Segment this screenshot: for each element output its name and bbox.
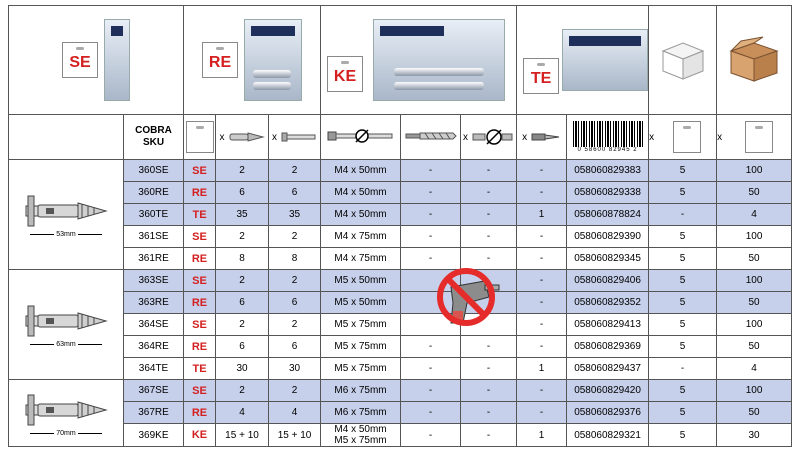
drill-bit-cell: -: [401, 358, 461, 380]
ke-pack-tag: KE: [327, 56, 363, 92]
pack-code-cell: RE: [184, 402, 216, 424]
screw-diameter-icon: [326, 126, 396, 146]
dimension-label: 63mm: [56, 341, 76, 348]
drill-bit-cell: -: [401, 182, 461, 204]
header-row: [9, 115, 792, 160]
sku-cell: 364RE: [124, 336, 184, 358]
table-row: [9, 160, 792, 182]
inner-qty-cell: 5: [649, 402, 717, 424]
pack-code-cell: RE: [184, 336, 216, 358]
dimension-label: 70mm: [56, 429, 76, 437]
header-sku: COBRA SKU: [124, 115, 184, 160]
pack-cell-se: [9, 6, 184, 115]
driver-bit-cell: -: [517, 182, 567, 204]
hole-saw-cell: -: [461, 204, 517, 226]
hole-saw-cell: -: [461, 380, 517, 402]
table-row: [9, 424, 792, 447]
drill-bit-icon: [405, 130, 457, 142]
toggle-anchor-diagram-icon: [16, 301, 116, 341]
inner-qty-cell: 5: [649, 270, 717, 292]
table-row: [9, 226, 792, 248]
inner-qty-cell: 5: [649, 336, 717, 358]
pack-code-cell: KE: [184, 424, 216, 447]
drill-bit-cell: -: [401, 204, 461, 226]
anchor-qty-cell: 30: [216, 358, 269, 380]
driver-bit-cell: 1: [517, 204, 567, 226]
screw-size-cell: M4 x 75mm: [321, 248, 401, 270]
table-row: [9, 292, 792, 314]
sku-cell: 361SE: [124, 226, 184, 248]
screw-qty-cell: 4: [269, 402, 321, 424]
product-sheet: [8, 5, 791, 445]
anchor-qty-cell: 2: [216, 160, 269, 182]
screw-qty-cell: 2: [269, 226, 321, 248]
pack-code-cell: SE: [184, 314, 216, 336]
table-row: [9, 336, 792, 358]
anchor-qty-cell: 4: [216, 402, 269, 424]
table-row: [9, 204, 792, 226]
anchor-qty-cell: 2: [216, 226, 269, 248]
pack-code-cell: RE: [184, 248, 216, 270]
anchor-qty-cell: 6: [216, 182, 269, 204]
inner-qty-cell: 5: [649, 182, 717, 204]
inner-box-icon: [658, 37, 708, 81]
table-row: [9, 314, 792, 336]
driver-bit-cell: 1: [517, 358, 567, 380]
screw-size-line: M5 x 75mm: [334, 435, 387, 446]
drill-bit-cell: -: [401, 424, 461, 447]
driver-bit-cell: -: [517, 292, 567, 314]
sku-cell: 363RE: [124, 292, 184, 314]
anchor-qty-cell: 6: [216, 336, 269, 358]
hole-saw-cell: -: [461, 182, 517, 204]
ean-cell: 058060829345: [567, 248, 649, 270]
pack-code-cell: SE: [184, 226, 216, 248]
header-driver-bit: x: [517, 115, 567, 160]
table-row: [9, 270, 792, 292]
header-blank: [9, 115, 124, 160]
driver-bit-cell: -: [517, 336, 567, 358]
anchor-qty-cell: 35: [216, 204, 269, 226]
screw-size-cell: M4 x 75mm: [321, 226, 401, 248]
carton-box-icon: [727, 35, 781, 83]
ean-cell: 058060829376: [567, 402, 649, 424]
sku-cell: 360TE: [124, 204, 184, 226]
anchor-qty-cell: 6: [216, 292, 269, 314]
outer-qty-cell: 100: [717, 270, 792, 292]
screw-size-cell: M6 x 75mm: [321, 402, 401, 424]
driver-bit-cell: 1: [517, 424, 567, 447]
anchor-qty-cell: 8: [216, 248, 269, 270]
outer-qty-cell: 50: [717, 248, 792, 270]
inner-box-cell: [649, 6, 717, 115]
header-inner-qty: x: [649, 115, 717, 160]
outer-qty-cell: 4: [717, 358, 792, 380]
hole-saw-cell: -: [461, 424, 517, 447]
ean-cell: 058060829390: [567, 226, 649, 248]
sku-cell: 363SE: [124, 270, 184, 292]
anchor-diagram-cell: [9, 160, 124, 270]
sku-cell: 369KE: [124, 424, 184, 447]
screw-size-cell: [321, 424, 401, 447]
sku-cell: 360SE: [124, 160, 184, 182]
barcode-icon: [573, 121, 643, 147]
anchor-qty-cell: 2: [216, 380, 269, 402]
barcode-digits: 0 58600 82945 2: [577, 147, 638, 153]
ean-cell: 058060829406: [567, 270, 649, 292]
outer-box-cell: [717, 6, 792, 115]
hole-saw-cell: -: [461, 358, 517, 380]
toggle-anchor-diagram-icon: [16, 390, 116, 430]
anchor-qty-cell: 2: [216, 314, 269, 336]
header-screw: x: [269, 115, 321, 160]
inner-qty-cell: 5: [649, 226, 717, 248]
drill-bit-cell: -: [401, 336, 461, 358]
hole-saw-cell: -: [461, 160, 517, 182]
hole-saw-cell: -: [461, 402, 517, 424]
screw-qty-cell: 6: [269, 336, 321, 358]
driver-bit-cell: -: [517, 402, 567, 424]
sku-cell: 364TE: [124, 358, 184, 380]
screw-qty-cell: 6: [269, 182, 321, 204]
header-toggle-anchor: x: [216, 115, 269, 160]
outer-qty-cell: 50: [717, 182, 792, 204]
pack-cell-te: [517, 6, 649, 115]
pack-cell-ke: [321, 6, 517, 115]
sku-cell: 361RE: [124, 248, 184, 270]
table-row: [9, 182, 792, 204]
pack-code-cell: SE: [184, 270, 216, 292]
screw-qty-cell: 35: [269, 204, 321, 226]
re-pack-tag: RE: [202, 42, 238, 78]
inner-qty-cell: -: [649, 358, 717, 380]
screw-qty-cell: 2: [269, 314, 321, 336]
te-pack-photo: [562, 29, 648, 91]
header-outer-qty: x: [717, 115, 792, 160]
screw-size-cell: M5 x 50mm: [321, 270, 401, 292]
drill-bit-cell: -: [401, 248, 461, 270]
ean-cell: 058060829420: [567, 380, 649, 402]
driver-bit-icon: [531, 132, 561, 142]
pack-code-cell: TE: [184, 358, 216, 380]
outer-qty-cell: 4: [717, 204, 792, 226]
screw-qty-cell: 2: [269, 270, 321, 292]
pack-code-cell: SE: [184, 160, 216, 182]
pack-cell-re: [184, 6, 321, 115]
inner-qty-cell: 5: [649, 424, 717, 447]
table-row: [9, 358, 792, 380]
anchor-dimension: [9, 341, 123, 348]
driver-bit-cell: -: [517, 160, 567, 182]
outer-qty-cell: 100: [717, 314, 792, 336]
inner-qty-cell: -: [649, 204, 717, 226]
anchor-diagram-cell: [9, 270, 124, 380]
screw-size-cell: M5 x 75mm: [321, 336, 401, 358]
sku-cell: 364SE: [124, 314, 184, 336]
screw-qty-cell: 2: [269, 380, 321, 402]
driver-bit-cell: -: [517, 380, 567, 402]
outer-qty-cell: 50: [717, 292, 792, 314]
outer-qty-cell: 30: [717, 424, 792, 447]
ean-cell: 058060829369: [567, 336, 649, 358]
inner-qty-cell: 5: [649, 314, 717, 336]
driver-bit-cell: -: [517, 314, 567, 336]
pack-code-cell: TE: [184, 204, 216, 226]
outer-qty-cell: 100: [717, 160, 792, 182]
anchor-dimension: [9, 430, 123, 437]
table-row: [9, 248, 792, 270]
hole-saw-cell: -: [461, 336, 517, 358]
table-row: [9, 380, 792, 402]
dimension-label: 53mm: [56, 231, 76, 238]
header-barcode: [567, 115, 649, 160]
ean-cell: 058060829413: [567, 314, 649, 336]
drill-bit-cell: -: [401, 380, 461, 402]
screw-size-cell: M6 x 75mm: [321, 380, 401, 402]
screw-size-cell: M5 x 75mm: [321, 314, 401, 336]
ean-cell: 058060829383: [567, 160, 649, 182]
drill-bit-cell: -: [401, 160, 461, 182]
toggle-anchor-icon: [229, 131, 265, 143]
outer-qty-cell: 100: [717, 380, 792, 402]
anchor-dimension: [9, 231, 123, 238]
table-row: [9, 402, 792, 424]
driver-bit-cell: -: [517, 248, 567, 270]
screw-size-cell: M4 x 50mm: [321, 204, 401, 226]
screw-size-line: M4 x 50mm: [334, 424, 387, 435]
te-pack-tag: TE: [523, 58, 559, 94]
outer-qty-cell: 50: [717, 402, 792, 424]
screw-qty-cell: 2: [269, 160, 321, 182]
screw-qty-cell: 30: [269, 358, 321, 380]
ean-cell: 058060829437: [567, 358, 649, 380]
anchor-qty-cell: 15 + 10: [216, 424, 269, 447]
sku-cell: 360RE: [124, 182, 184, 204]
pack-code-cell: RE: [184, 292, 216, 314]
inner-qty-cell: 5: [649, 380, 717, 402]
inner-qty-cell: 5: [649, 248, 717, 270]
packaging-row: [9, 6, 792, 115]
header-pack-tag: [184, 115, 216, 160]
outer-qty-cell: 100: [717, 226, 792, 248]
ke-pack-photo: [373, 19, 505, 101]
anchor-diagram-cell: [9, 380, 124, 447]
hole-diameter-icon: [472, 127, 514, 147]
header-diameter: [321, 115, 401, 160]
se-pack-photo: [104, 19, 130, 101]
ean-cell: 058060829338: [567, 182, 649, 204]
inner-qty-cell: 5: [649, 160, 717, 182]
hole-saw-cell: -: [461, 226, 517, 248]
product-table: [8, 5, 792, 447]
screw-size-cell: M4 x 50mm: [321, 160, 401, 182]
machine-screw-icon: [281, 132, 317, 142]
drill-bit-cell: -: [401, 226, 461, 248]
inner-qty-cell: 5: [649, 292, 717, 314]
ean-cell: 058060829352: [567, 292, 649, 314]
header-drill-bit: [401, 115, 461, 160]
sku-cell: 367SE: [124, 380, 184, 402]
hole-saw-cell: -: [461, 248, 517, 270]
pack-code-cell: RE: [184, 182, 216, 204]
sku-cell: 367RE: [124, 402, 184, 424]
screw-size-cell: M5 x 75mm: [321, 358, 401, 380]
screw-qty-cell: 6: [269, 292, 321, 314]
outer-qty-cell: 50: [717, 336, 792, 358]
screw-size-cell: M5 x 50mm: [321, 292, 401, 314]
se-pack-tag: SE: [62, 42, 98, 78]
screw-qty-cell: 15 + 10: [269, 424, 321, 447]
header-hole-saw: x: [461, 115, 517, 160]
ean-cell: 058060878824: [567, 204, 649, 226]
toggle-anchor-diagram-icon: [16, 191, 116, 231]
driver-bit-cell: -: [517, 226, 567, 248]
no-drill-icon: [427, 261, 505, 333]
anchor-qty-cell: 2: [216, 270, 269, 292]
driver-bit-cell: -: [517, 270, 567, 292]
screw-qty-cell: 8: [269, 248, 321, 270]
drill-bit-cell: -: [401, 402, 461, 424]
re-pack-photo: [244, 19, 302, 101]
pack-code-cell: SE: [184, 380, 216, 402]
ean-cell: 058060829321: [567, 424, 649, 447]
screw-size-cell: M4 x 50mm: [321, 182, 401, 204]
